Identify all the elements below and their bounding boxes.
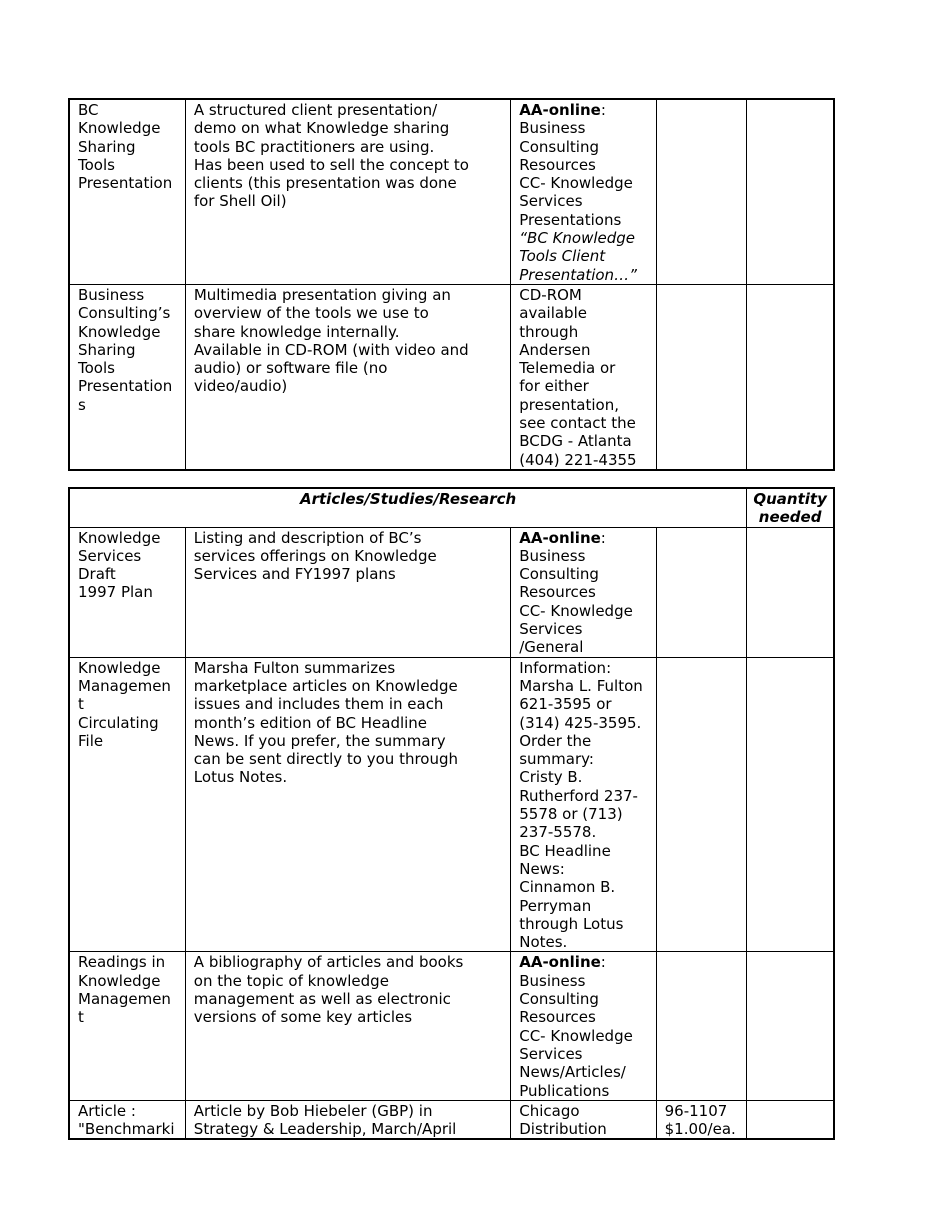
section-header-row [69, 488, 834, 527]
item-description: Article by Bob Hiebeler (GBP) in Strategy & Leadership, March/April [185, 1100, 510, 1139]
table-row [69, 527, 834, 657]
source-label: AA-online [519, 953, 601, 972]
item-quantity [747, 527, 834, 657]
item-name: Readings in Knowledge Managemen t [69, 952, 185, 1100]
item-description: A bibliography of articles and books on the topic of knowledge management as well as electronic versions of some key articles [185, 952, 510, 1100]
item-description: A structured client presentation/ demo on what Knowledge sharing tools BC practitioners are using. Has been used to sell the concept to clients (this presentation was done for Shell Oil) [185, 99, 510, 284]
item-description: Marsha Fulton summarizes marketplace articles on Knowledge issues and includes them in each month’s edition of BC Headline News. If you prefer, the summary can be sent directly to you through Lotus Notes. [185, 657, 510, 952]
item-source: CD-ROM available through Andersen Telemedia or for either presentation, see contact the BCDG - Atlanta (404) 221-4355 [511, 284, 656, 469]
item-name: Knowledge Managemen t Circulating File [69, 657, 185, 952]
item-order-number: 96-1107 $1.00/ea. [656, 1100, 747, 1139]
source-path: : Business Consulting Resources CC- Knowledge Services News/Articles/ Publications [519, 953, 633, 1100]
item-order-number [656, 527, 747, 657]
item-quantity [747, 99, 834, 284]
tools-presentations-table [68, 98, 835, 471]
item-description: Listing and description of BC’s services offerings on Knowledge Services and FY1997 plans [185, 527, 510, 657]
source-label: AA-online [519, 528, 601, 547]
item-name: BC Knowledge Sharing Tools Presentation [69, 99, 185, 284]
table-row [69, 284, 834, 469]
articles-studies-research-table [68, 487, 835, 1140]
source-path: : Business Consulting Resources CC- Knowledge Services /General [519, 528, 633, 657]
item-name: Business Consulting’s Knowledge Sharing Tools Presentation s [69, 284, 185, 469]
table-row [69, 657, 834, 952]
item-quantity [747, 657, 834, 952]
item-order-number [656, 657, 747, 952]
item-source [511, 527, 656, 657]
item-source [511, 99, 656, 284]
quantity-header: Quantity needed [747, 488, 834, 527]
source-title: “BC Knowledge Tools Client Presentation…” [519, 229, 637, 284]
item-order-number [656, 284, 747, 469]
table-row [69, 952, 834, 1100]
table-row [69, 1100, 834, 1139]
item-quantity [747, 952, 834, 1100]
source-path: : Business Consulting Resources CC- Knowledge Services Presentations [519, 101, 633, 229]
item-name: Knowledge Services Draft 1997 Plan [69, 527, 185, 657]
item-order-number [656, 952, 747, 1100]
item-description: Multimedia presentation giving an overview of the tools we use to share knowledge internally. Available in CD-ROM (with video and audio) or software file (no video/audio) [185, 284, 510, 469]
section-title: Articles/Studies/Research [69, 488, 747, 527]
item-source [511, 952, 656, 1100]
table-row [69, 99, 834, 284]
item-name: Article : "Benchmarki [69, 1100, 185, 1139]
item-quantity [747, 1100, 834, 1139]
item-quantity [747, 284, 834, 469]
item-source: Information: Marsha L. Fulton 621-3595 or (314) 425-3595. Order the summary: Cristy B. Rutherford 237- 5578 or (713) 237-5578. BC Headline News: Cinnamon B. Perryman through Lotus Notes. [511, 657, 656, 952]
source-label: AA-online [519, 101, 601, 119]
item-source: Chicago Distribution [511, 1100, 656, 1139]
item-order-number [656, 99, 747, 284]
